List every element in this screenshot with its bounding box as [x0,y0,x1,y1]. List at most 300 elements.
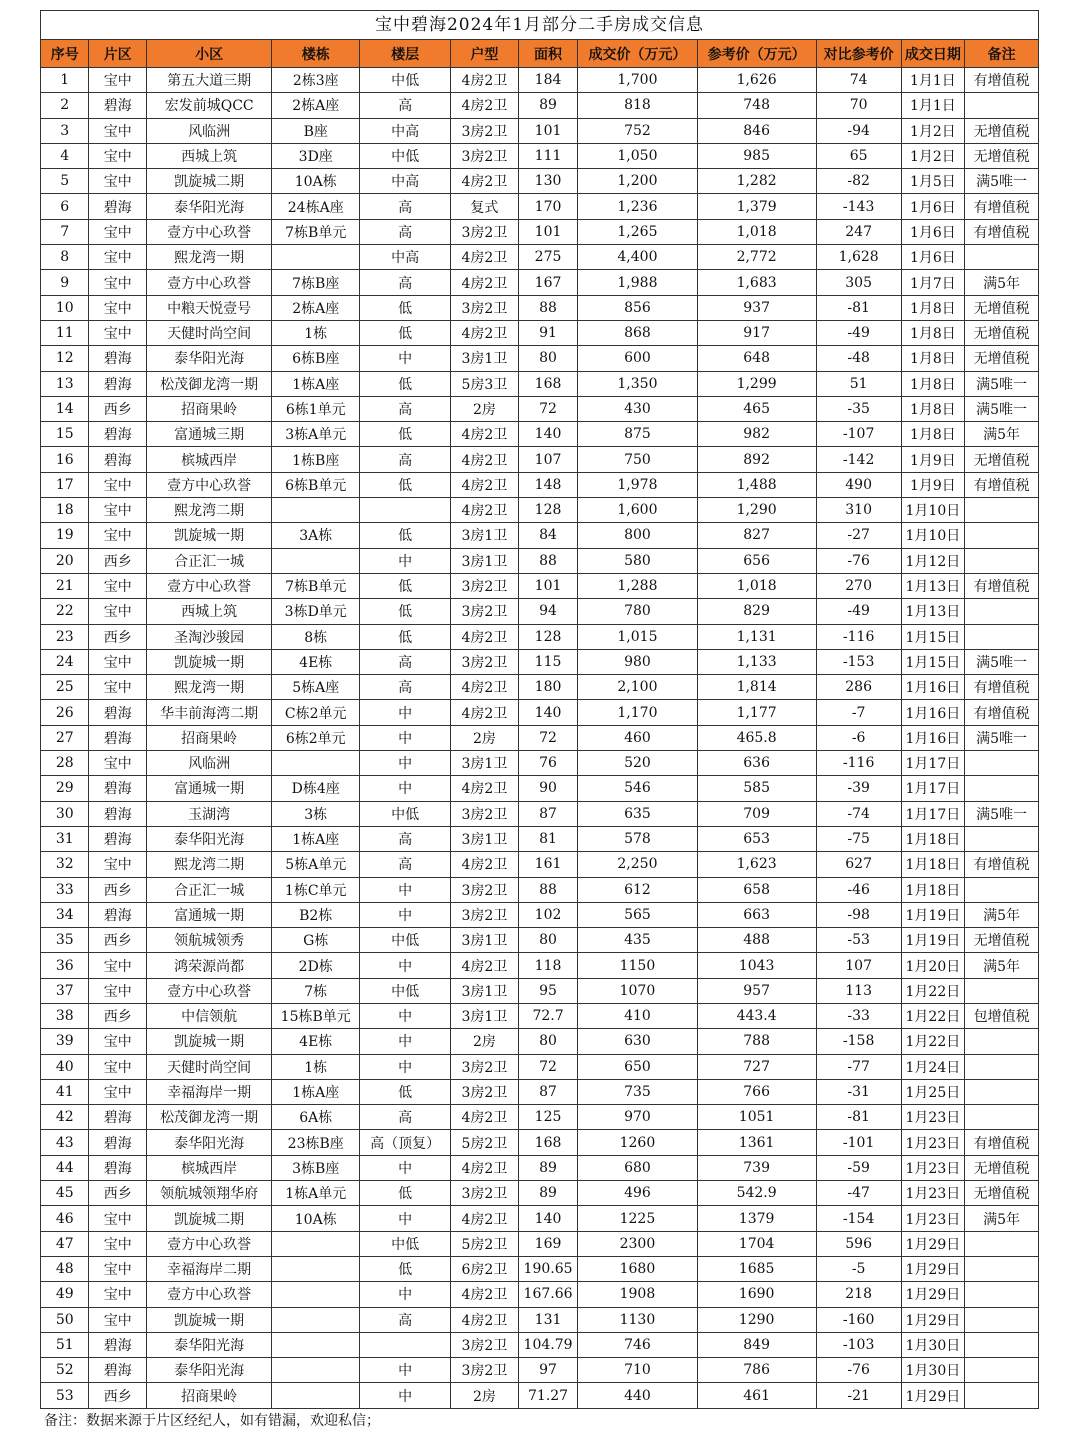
table-cell: 1栋 [272,1054,360,1079]
table-cell: -77 [816,1054,901,1079]
table-cell: 中 [360,1155,451,1180]
table-cell: C栋2单元 [272,700,360,725]
table-cell: 2栋A座 [272,295,360,320]
table-cell [965,1358,1039,1383]
column-header: 面积 [518,40,578,68]
table-cell: 1,177 [697,700,816,725]
table-cell: 宝中 [89,978,147,1003]
table-cell: 1,700 [578,68,697,93]
column-header: 成交日期 [901,40,965,68]
table-cell: 凯旋城二期 [147,169,272,194]
table-cell: 招商果岭 [147,396,272,421]
table-cell: 1月30日 [901,1332,965,1357]
table-cell: 满5年 [965,953,1039,978]
table-cell: 140 [518,1206,578,1231]
table-cell: 宝中 [89,245,147,270]
column-header: 对比参考价 [816,40,901,68]
table-cell: 招商果岭 [147,1383,272,1408]
table-cell: 西乡 [89,548,147,573]
table-cell: 167 [518,270,578,295]
table-cell: 1月1日 [901,68,965,93]
table-cell: 1月2日 [901,143,965,168]
table-cell: 72 [518,1054,578,1079]
table-cell: 88 [518,877,578,902]
table-row [41,649,1039,674]
column-header: 成交价（万元） [578,40,697,68]
table-cell: 中粮天悦壹号 [147,295,272,320]
table-cell: 849 [697,1332,816,1357]
table-cell: -143 [816,194,901,219]
table-cell: 4房2卫 [451,776,519,801]
table-cell: 壹方中心玖誉 [147,1282,272,1307]
table-cell: 74 [816,68,901,93]
header-row [41,40,1039,68]
table-cell: 1070 [578,978,697,1003]
table-cell: 6 [41,194,89,219]
table-cell: -35 [816,396,901,421]
table-cell [965,548,1039,573]
table-cell: 无增值税 [965,143,1039,168]
table-cell: 3房2卫 [451,599,519,624]
table-cell: 中 [360,877,451,902]
table-cell: 1,282 [697,169,816,194]
table-cell: 1月23日 [901,1105,965,1130]
table-cell: 1685 [697,1256,816,1281]
table-row [41,169,1039,194]
table-cell: 西乡 [89,1181,147,1206]
table-cell: 1月13日 [901,599,965,624]
table-cell: 3房2卫 [451,801,519,826]
table-cell: 3房2卫 [451,118,519,143]
table-cell: 440 [578,1383,697,1408]
table-cell: 970 [578,1105,697,1130]
table-cell: -153 [816,649,901,674]
table-row [41,219,1039,244]
table-cell: 23 [41,624,89,649]
table-cell: 有增值税 [965,68,1039,93]
table-cell: 1379 [697,1206,816,1231]
table-cell: 4房2卫 [451,1307,519,1332]
table-cell: -47 [816,1181,901,1206]
table-cell: 招商果岭 [147,725,272,750]
table-cell: 低 [360,1256,451,1281]
table-cell: 3栋A单元 [272,422,360,447]
table-cell: 碧海 [89,1332,147,1357]
table-cell: 宝中 [89,649,147,674]
table-cell: 1月22日 [901,1029,965,1054]
table-cell: -7 [816,700,901,725]
table-cell: 有增值税 [965,1130,1039,1155]
table-cell: 高（顶复） [360,1130,451,1155]
table-cell: 430 [578,396,697,421]
table-cell: 746 [578,1332,697,1357]
table-cell [360,498,451,523]
table-cell: 125 [518,1105,578,1130]
footnote: 备注：数据来源于片区经纪人，如有错漏，欢迎私信； [44,1412,380,1429]
table-cell: 15 [41,422,89,447]
table-cell: 西城上筑 [147,599,272,624]
table-cell: 980 [578,649,697,674]
table-cell: 7栋B单元 [272,573,360,598]
table-cell [965,245,1039,270]
table-cell: 1260 [578,1130,697,1155]
table-cell: 满5唯一 [965,649,1039,674]
table-cell: 1,350 [578,371,697,396]
table-row [41,725,1039,750]
table-cell: 碧海 [89,371,147,396]
table-cell: 富通城一期 [147,902,272,927]
table-row [41,826,1039,851]
table-cell: 1,170 [578,700,697,725]
table-cell: 94 [518,599,578,624]
table-cell: 宝中 [89,751,147,776]
table-cell: 7栋 [272,978,360,1003]
table-cell: 领航城领秀 [147,928,272,953]
table-cell: 低 [360,295,451,320]
table-cell: 4房2卫 [451,953,519,978]
table-cell: -82 [816,169,901,194]
table-cell: 高 [360,219,451,244]
table-cell: 有增值税 [965,675,1039,700]
table-cell: 满5年 [965,902,1039,927]
table-row [41,422,1039,447]
table-cell: 76 [518,751,578,776]
table-cell: 高 [360,852,451,877]
table-cell: 3房2卫 [451,1079,519,1104]
table-cell: 65 [816,143,901,168]
table-row [41,700,1039,725]
table-cell: 1月15日 [901,624,965,649]
table-cell: 有增值税 [965,219,1039,244]
table-row [41,751,1039,776]
table-cell: 1,050 [578,143,697,168]
table-cell: 51 [41,1332,89,1357]
table-cell: 546 [578,776,697,801]
table-cell: 中低 [360,143,451,168]
table-cell: 1月29日 [901,1231,965,1256]
table-cell: 107 [816,953,901,978]
table-cell: 中高 [360,118,451,143]
table-cell: 1月17日 [901,751,965,776]
table-cell: 中 [360,751,451,776]
table-cell: 7 [41,219,89,244]
table-cell: 中 [360,548,451,573]
table-cell: 宝中 [89,472,147,497]
table-cell: 709 [697,801,816,826]
table-cell: 松茂御龙湾一期 [147,1105,272,1130]
table-cell: 1月23日 [901,1206,965,1231]
table-cell [965,624,1039,649]
table-cell: 24 [41,649,89,674]
table-cell: 高 [360,675,451,700]
table-cell [965,1256,1039,1281]
table-cell: 领航城领翔华府 [147,1181,272,1206]
table-cell: 满5年 [965,1206,1039,1231]
table-cell: 4房2卫 [451,1206,519,1231]
table-cell: 3房1卫 [451,548,519,573]
table-cell: 高 [360,396,451,421]
table-cell: 1栋B座 [272,447,360,472]
table-cell: 中 [360,1029,451,1054]
table-row [41,1307,1039,1332]
table-cell: 310 [816,498,901,523]
table-cell: 壹方中心玖誉 [147,270,272,295]
table-cell: -31 [816,1079,901,1104]
table-cell: 648 [697,346,816,371]
table-cell: 低 [360,320,451,345]
table-cell: -5 [816,1256,901,1281]
table-cell: 856 [578,295,697,320]
table-cell [965,751,1039,776]
table-cell: 33 [41,877,89,902]
table-cell: 中 [360,1358,451,1383]
table-cell: -160 [816,1307,901,1332]
table-cell: 5房2卫 [451,1231,519,1256]
table-cell: 750 [578,447,697,472]
table-cell: 43 [41,1130,89,1155]
table-row [41,396,1039,421]
table-cell: 52 [41,1358,89,1383]
table-cell: 4房2卫 [451,320,519,345]
table-cell [272,548,360,573]
table-cell: 818 [578,93,697,118]
table-row [41,1332,1039,1357]
table-cell: 168 [518,1130,578,1155]
table-cell: 28 [41,751,89,776]
table-cell: 5栋A座 [272,675,360,700]
table-cell: 无增值税 [965,295,1039,320]
table-cell: 1月29日 [901,1307,965,1332]
table-cell: 宝中 [89,523,147,548]
table-cell: 碧海 [89,346,147,371]
table-cell: 190.65 [518,1256,578,1281]
table-cell: 788 [697,1029,816,1054]
table-cell: 37 [41,978,89,1003]
table-cell: 72 [518,725,578,750]
table-cell: 24栋A座 [272,194,360,219]
table-cell: -76 [816,548,901,573]
table-cell: 1290 [697,1307,816,1332]
table-cell: 凯旋城二期 [147,1206,272,1231]
table-cell: 宝中 [89,1079,147,1104]
table-row [41,498,1039,523]
table-cell: 21 [41,573,89,598]
table-cell: 786 [697,1358,816,1383]
table-cell: 578 [578,826,697,851]
table-cell: 1225 [578,1206,697,1231]
table-cell: -75 [816,826,901,851]
table-cell: 130 [518,169,578,194]
table-cell: 148 [518,472,578,497]
table-cell: 无增值税 [965,447,1039,472]
table-cell: 宝中 [89,1256,147,1281]
table-cell: -154 [816,1206,901,1231]
table-cell: 1月13日 [901,573,965,598]
table-cell: 4房2卫 [451,270,519,295]
table-cell: 917 [697,320,816,345]
table-cell [965,523,1039,548]
table-cell: 70 [816,93,901,118]
table-cell: 无增值税 [965,346,1039,371]
table-cell: 47 [41,1231,89,1256]
table-cell: 846 [697,118,816,143]
transactions-table [40,39,1039,1409]
table-cell: 中低 [360,1231,451,1256]
table-cell: 38 [41,1003,89,1028]
table-cell: 4房2卫 [451,169,519,194]
table-cell: 982 [697,422,816,447]
table-cell: 10A栋 [272,169,360,194]
table-cell: 1,600 [578,498,697,523]
table-cell: 4房2卫 [451,700,519,725]
table-cell: 泰华阳光海 [147,1130,272,1155]
table-cell: 圣淘沙骏园 [147,624,272,649]
table-cell: 461 [697,1383,816,1408]
table-cell: 1,288 [578,573,697,598]
table-cell: 131 [518,1307,578,1332]
table-cell: 113 [816,978,901,1003]
table-cell: 41 [41,1079,89,1104]
table-row [41,1130,1039,1155]
table-cell: 西乡 [89,1383,147,1408]
table-cell: 635 [578,801,697,826]
table-cell: 488 [697,928,816,953]
table-cell: -81 [816,295,901,320]
table-cell: 5栋A单元 [272,852,360,877]
table-cell: 1130 [578,1307,697,1332]
table-cell: 富通城一期 [147,776,272,801]
table-cell: 17 [41,472,89,497]
table-cell: 25 [41,675,89,700]
table-cell: 1月10日 [901,523,965,548]
table-cell: 3房2卫 [451,649,519,674]
table-cell: 1,814 [697,675,816,700]
table-cell: 19 [41,523,89,548]
table-cell: 高 [360,649,451,674]
table-cell: B2栋 [272,902,360,927]
table-cell: 2房 [451,1029,519,1054]
table-cell: 1月29日 [901,1282,965,1307]
table-cell: 低 [360,624,451,649]
table-cell [965,1231,1039,1256]
table-cell: 宝中 [89,143,147,168]
table-cell: 槟城西岸 [147,1155,272,1180]
table-cell: 20 [41,548,89,573]
table-cell: 宝中 [89,1231,147,1256]
table-cell: 中低 [360,68,451,93]
table-cell: 1680 [578,1256,697,1281]
table-cell: 14 [41,396,89,421]
table-cell: 101 [518,118,578,143]
table-cell: 1月15日 [901,649,965,674]
table-cell: 1月17日 [901,776,965,801]
table-cell: 中低 [360,928,451,953]
table-cell: 827 [697,523,816,548]
table-cell: 玉湖湾 [147,801,272,826]
table-row [41,68,1039,93]
table-cell: 739 [697,1155,816,1180]
table-row [41,1256,1039,1281]
table-cell: 3房2卫 [451,143,519,168]
table-cell: 6A栋 [272,1105,360,1130]
table-cell: 中 [360,1383,451,1408]
table-cell: 高 [360,93,451,118]
table-cell: 29 [41,776,89,801]
table-row [41,953,1039,978]
table-cell [965,1307,1039,1332]
table-cell: 有增值税 [965,194,1039,219]
table-cell: 4E栋 [272,1029,360,1054]
table-cell: 89 [518,1155,578,1180]
table-row [41,599,1039,624]
table-cell: 风临洲 [147,751,272,776]
table-cell: 490 [816,472,901,497]
table-cell: 520 [578,751,697,776]
table-cell: 壹方中心玖誉 [147,1231,272,1256]
table-row [41,776,1039,801]
table-cell: 中 [360,902,451,927]
table-cell: 2房 [451,725,519,750]
table-cell: 熙龙湾一期 [147,675,272,700]
table-row [41,118,1039,143]
table-cell: 5房3卫 [451,371,519,396]
table-row [41,852,1039,877]
column-header: 参考价（万元） [697,40,816,68]
table-cell: 286 [816,675,901,700]
table-cell: 1月20日 [901,953,965,978]
table-cell: 碧海 [89,1155,147,1180]
table-cell: 中信领航 [147,1003,272,1028]
table-cell: 27 [41,725,89,750]
table-cell: -107 [816,422,901,447]
table-cell: 低 [360,422,451,447]
table-cell: 4房2卫 [451,624,519,649]
table-cell: 包增值税 [965,1003,1039,1028]
table-cell: 4房2卫 [451,1155,519,1180]
table-cell: 410 [578,1003,697,1028]
table-cell: 80 [518,1029,578,1054]
table-cell: 宝中 [89,1029,147,1054]
table-cell: 1月6日 [901,194,965,219]
table-cell: 892 [697,447,816,472]
table-cell: 壹方中心玖誉 [147,573,272,598]
table-cell: 168 [518,371,578,396]
table-cell: 6栋B单元 [272,472,360,497]
table-cell: 西乡 [89,1003,147,1028]
table-cell: 西乡 [89,928,147,953]
table-cell: 3房2卫 [451,877,519,902]
table-cell: 3房2卫 [451,1332,519,1357]
table-cell [272,245,360,270]
table-cell: 460 [578,725,697,750]
table-cell: 1栋A座 [272,1079,360,1104]
table-cell: 1栋C单元 [272,877,360,902]
table-cell: 22 [41,599,89,624]
column-header: 片区 [89,40,147,68]
table-cell: 465 [697,396,816,421]
column-header: 户型 [451,40,519,68]
table-row [41,523,1039,548]
table-cell: 44 [41,1155,89,1180]
table-cell: 1月5日 [901,169,965,194]
table-cell: 有增值税 [965,573,1039,598]
table-cell: 580 [578,548,697,573]
table-cell: 15栋B单元 [272,1003,360,1028]
table-cell: 11 [41,320,89,345]
table-cell [360,1332,451,1357]
table-cell: 39 [41,1029,89,1054]
table-cell: 满5唯一 [965,396,1039,421]
